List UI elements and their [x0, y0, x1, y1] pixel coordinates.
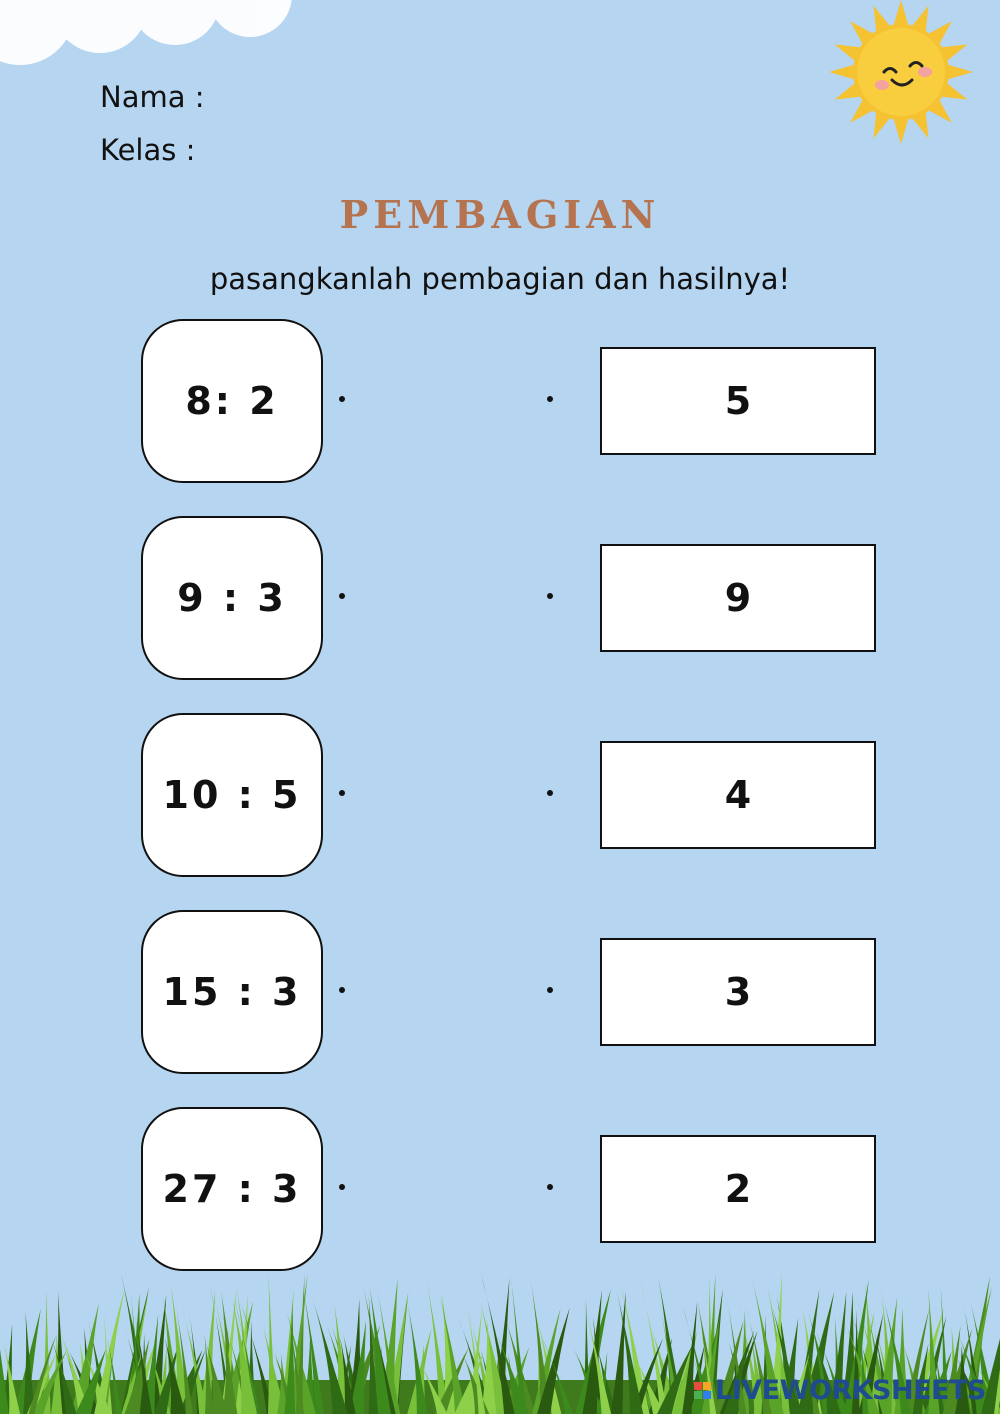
answer-box[interactable]: 4 — [600, 741, 876, 849]
sun-icon — [826, 0, 976, 150]
answer-connector-dot[interactable] — [547, 790, 553, 796]
answer-box[interactable]: 2 — [600, 1135, 876, 1243]
instruction-text: pasangkanlah pembagian dan hasilnya! — [209, 262, 791, 296]
answer-connector-dot[interactable] — [547, 396, 553, 402]
question-box[interactable]: 15 : 3 — [141, 910, 323, 1074]
question-box[interactable]: 8: 2 — [141, 319, 323, 483]
logo-text: LIVEWORKSHEETS — [715, 1374, 986, 1406]
logo-mark-icon — [694, 1382, 711, 1399]
answer-box[interactable]: 3 — [600, 938, 876, 1046]
question-connector-dot[interactable] — [339, 1184, 345, 1190]
question-connector-dot[interactable] — [339, 987, 345, 993]
answer-box[interactable]: 9 — [600, 544, 876, 652]
question-connector-dot[interactable] — [339, 593, 345, 599]
answer-connector-dot[interactable] — [547, 987, 553, 993]
cloud-decoration — [0, 0, 300, 80]
question-connector-dot[interactable] — [339, 790, 345, 796]
question-box[interactable]: 27 : 3 — [141, 1107, 323, 1271]
name-label: Nama : — [100, 80, 205, 114]
liveworksheets-logo — [694, 1374, 986, 1406]
class-label: Kelas : — [100, 133, 196, 167]
answer-box[interactable]: 5 — [600, 347, 876, 455]
question-box[interactable]: 10 : 5 — [141, 713, 323, 877]
question-box[interactable]: 9 : 3 — [141, 516, 323, 680]
answer-connector-dot[interactable] — [547, 1184, 553, 1190]
question-connector-dot[interactable] — [339, 396, 345, 402]
answer-connector-dot[interactable] — [547, 593, 553, 599]
page-title: PEMBAGIAN — [339, 192, 661, 237]
